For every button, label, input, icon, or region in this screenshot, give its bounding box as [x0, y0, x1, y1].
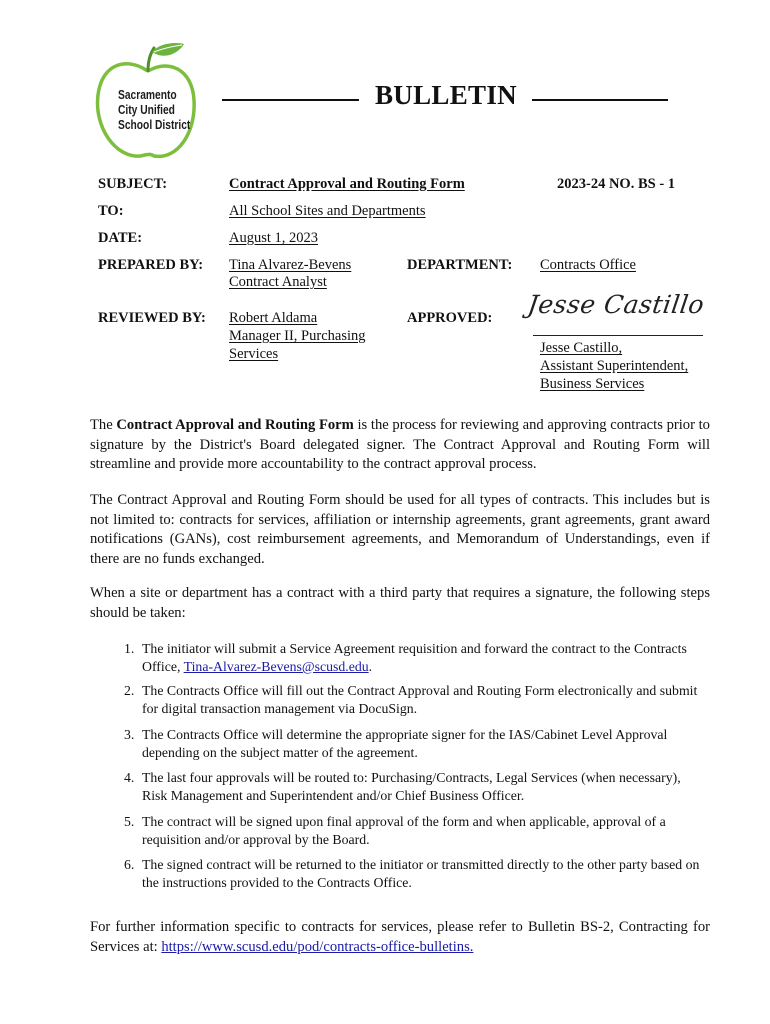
- district-logo: [88, 40, 208, 165]
- reviewed-by-label: REVIEWED BY:: [98, 310, 206, 326]
- step-number: 1.: [124, 641, 135, 656]
- further-info-paragraph: [90, 918, 710, 957]
- intro-lead: The: [90, 417, 117, 433]
- intro-rest: is the process for reviewing and approving contracts prior to signature by the District's Board delegated signer. The Contract Approval and Routing Form will streamline and provide more accountability to the contract approval process.: [90, 417, 710, 472]
- step-text: The contract will be signed upon final approval of the form and when applicable, approval of a requisition and/or approval by the Board.: [142, 814, 666, 847]
- step-text: The Contracts Office will fill out the Contract Approval and Routing Form electronically and submit for digital transaction management via DocuSign.: [142, 683, 698, 716]
- reviewed-by-title-2: Services: [229, 346, 279, 362]
- steps-intro-paragraph: When a site or department has a contract with a third party that requires a signature, the following steps should be taken:: [90, 585, 710, 621]
- subject-value: Contract Approval and Routing Form: [229, 176, 465, 192]
- approver-title-2: Business Services: [540, 376, 645, 392]
- step-number: 4.: [124, 770, 135, 785]
- list-item: [124, 856, 704, 892]
- prepared-by-name: Tina Alvarez-Bevens: [229, 257, 352, 273]
- list-item: [124, 640, 704, 676]
- bulletin-title: BULLETIN: [375, 80, 517, 110]
- step-text-end: .: [368, 659, 373, 674]
- step-number: 6.: [124, 857, 135, 872]
- logo-line-1: Sacramento: [118, 88, 177, 102]
- step-text: The signed contract will be returned to the initiator or transmitted directly to the other party based on the instructions provided to the Contracts Office.: [142, 857, 700, 890]
- date-value: August 1, 2023: [229, 230, 319, 246]
- department-label: DEPARTMENT:: [407, 257, 513, 273]
- reviewed-by-name: Robert Aldama: [229, 310, 318, 326]
- bulletins-url-link[interactable]: https://www.scusd.edu/pod/contracts-office-bulletins.: [161, 938, 474, 955]
- list-item: [124, 813, 704, 849]
- approver-name: Jesse Castillo,: [540, 340, 623, 356]
- list-item: [124, 682, 704, 718]
- to-label: TO:: [98, 203, 124, 219]
- prepared-by-title: Contract Analyst: [229, 274, 327, 290]
- step-number: 2.: [124, 683, 135, 698]
- logo-line-3: School District: [118, 118, 191, 132]
- approver-signature: Jesse Castillo: [525, 290, 707, 319]
- signature-line: [533, 335, 703, 336]
- list-item: [124, 726, 704, 762]
- step-number: 5.: [124, 814, 135, 829]
- contact-email-link[interactable]: Tina-Alvarez-Bevens@scusd.edu: [183, 659, 369, 674]
- logo-line-2: City Unified: [118, 103, 175, 117]
- approver-title-1: Assistant Superintendent,: [540, 358, 689, 374]
- usage-paragraph: The Contract Approval and Routing Form should be used for all types of contracts. This includes but is not limited to: contracts for services, affiliation or internship agreements, grant agreements, grant award notifications (GANs), cost reimbursement agreements, and Memorandum of Understandings, even if there are no funds exchanged.: [90, 492, 710, 567]
- step-text: The Contracts Office will determine the appropriate signer for the IAS/Cabinet Level Approval depending on the subject matter of the agreement.: [142, 727, 668, 760]
- to-value: All School Sites and Departments: [229, 203, 426, 219]
- date-label: DATE:: [98, 230, 143, 246]
- intro-paragraph: [90, 416, 710, 475]
- reviewed-by-title-1: Manager II, Purchasing: [229, 328, 366, 344]
- title-rule-right: [532, 99, 668, 101]
- approved-label: APPROVED:: [407, 310, 493, 326]
- further-info-text: For further information specific to contracts for services, please refer to Bulletin BS-2, Contracting for Services at:: [90, 919, 710, 955]
- step-number: 3.: [124, 727, 135, 742]
- title-rule-left: [222, 99, 359, 101]
- step-text: The last four approvals will be routed to: Purchasing/Contracts, Legal Services (when necessary), Risk Management and Superintendent and/or Chief Business Officer.: [142, 770, 681, 803]
- department-value: Contracts Office: [540, 257, 636, 273]
- subject-label: SUBJECT:: [98, 176, 168, 192]
- intro-bold-form-name: Contract Approval and Routing Form: [116, 417, 354, 433]
- step-text: The initiator will submit a Service Agreement requisition and forward the contract to the Contracts Office,: [142, 641, 687, 674]
- list-item: [124, 769, 704, 805]
- bulletin-number: 2023-24 NO. BS - 1: [557, 176, 676, 192]
- prepared-by-label: PREPARED BY:: [98, 257, 204, 273]
